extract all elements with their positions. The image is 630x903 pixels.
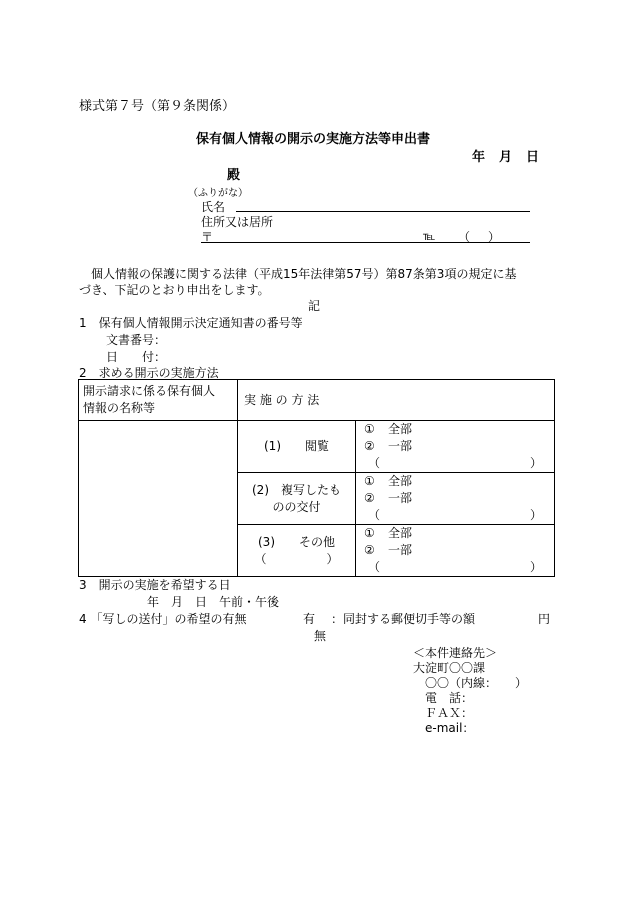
yen-label: 円	[538, 612, 551, 626]
date-month-label: 月	[499, 150, 513, 165]
contact-person: 〇〇（内線： ）	[425, 676, 528, 690]
method-cell-3: (3) その他 （ ）	[238, 525, 356, 577]
option-all: 全部	[388, 422, 413, 436]
col1-header: 開示請求に係る保有個人情報の名称等	[79, 380, 238, 421]
section4-title: 4 「写しの送付」の希望の有無	[79, 612, 247, 626]
contact-phone: 電 話：	[425, 691, 474, 705]
option-part: 一部	[388, 491, 413, 505]
option-all: 全部	[388, 526, 413, 540]
options-cell-1[interactable]: ① 全部 ② 一部 （ ）	[356, 421, 555, 473]
method-cell-1: (1) 閲覧	[238, 421, 356, 473]
doc-number-label: 文書番号：	[106, 333, 167, 347]
desired-date-line: 年 月 日 午前・午後	[147, 595, 280, 609]
form-number: 様式第７号（第９条関係）	[79, 99, 236, 114]
section1-title: 1 保有個人情報開示決定通知書の番号等	[79, 316, 303, 330]
postal-mark: 〒	[201, 230, 214, 244]
name-underline	[236, 211, 530, 212]
tel-label: ℡	[423, 229, 436, 243]
date-day-label: 日	[526, 150, 540, 165]
contact-fax: ＦＡＸ：	[425, 706, 474, 720]
contact-dept: 大淀町〇〇課	[413, 661, 486, 675]
section3-title: 3 開示の実施を希望する日	[79, 578, 231, 592]
address-underline	[201, 242, 530, 243]
addressee-suffix: 殿	[227, 168, 241, 183]
tel-paren-close: ）	[488, 230, 501, 244]
implementation-table	[78, 379, 555, 577]
ki-label: 記	[308, 299, 321, 313]
option-no: 無	[314, 629, 327, 643]
tel-paren-open: （	[458, 230, 471, 244]
body-text-line2: づき、下記のとおり申出をします。	[79, 283, 270, 297]
col2-header: 実 施 の 方 法	[238, 380, 555, 421]
name-label: 氏名	[201, 200, 226, 214]
doc-date-label: 日 付：	[106, 350, 167, 364]
option-part: 一部	[388, 543, 413, 557]
contact-header: ＜本件連絡先＞	[413, 646, 498, 660]
section2-title: 2 求める開示の実施方法	[79, 366, 219, 380]
date-year-label: 年	[472, 150, 486, 165]
contact-email: e-mail：	[425, 721, 475, 735]
table-row	[79, 421, 555, 473]
options-cell-3[interactable]: ① 全部 ② 一部 （ ）	[356, 525, 555, 577]
info-name-cell[interactable]	[79, 421, 238, 577]
option-yes: 有	[303, 612, 316, 626]
option-part: 一部	[388, 439, 413, 453]
address-label: 住所又は居所	[201, 215, 274, 229]
furigana-label: （ふりがな）	[188, 188, 248, 199]
body-text-line1: 個人情報の保護に関する法律（平成15年法律第57号）第87条第3項の規定に基	[79, 267, 517, 281]
option-all: 全部	[388, 474, 413, 488]
method-cell-2: (2) 複写したも のの交付	[238, 473, 356, 525]
postage-label: ：同封する郵便切手等の額	[331, 612, 476, 626]
page-title: 保有個人情報の開示の実施方法等申出書	[196, 132, 431, 147]
table-header-row	[79, 380, 555, 421]
options-cell-2[interactable]: ① 全部 ② 一部 （ ）	[356, 473, 555, 525]
